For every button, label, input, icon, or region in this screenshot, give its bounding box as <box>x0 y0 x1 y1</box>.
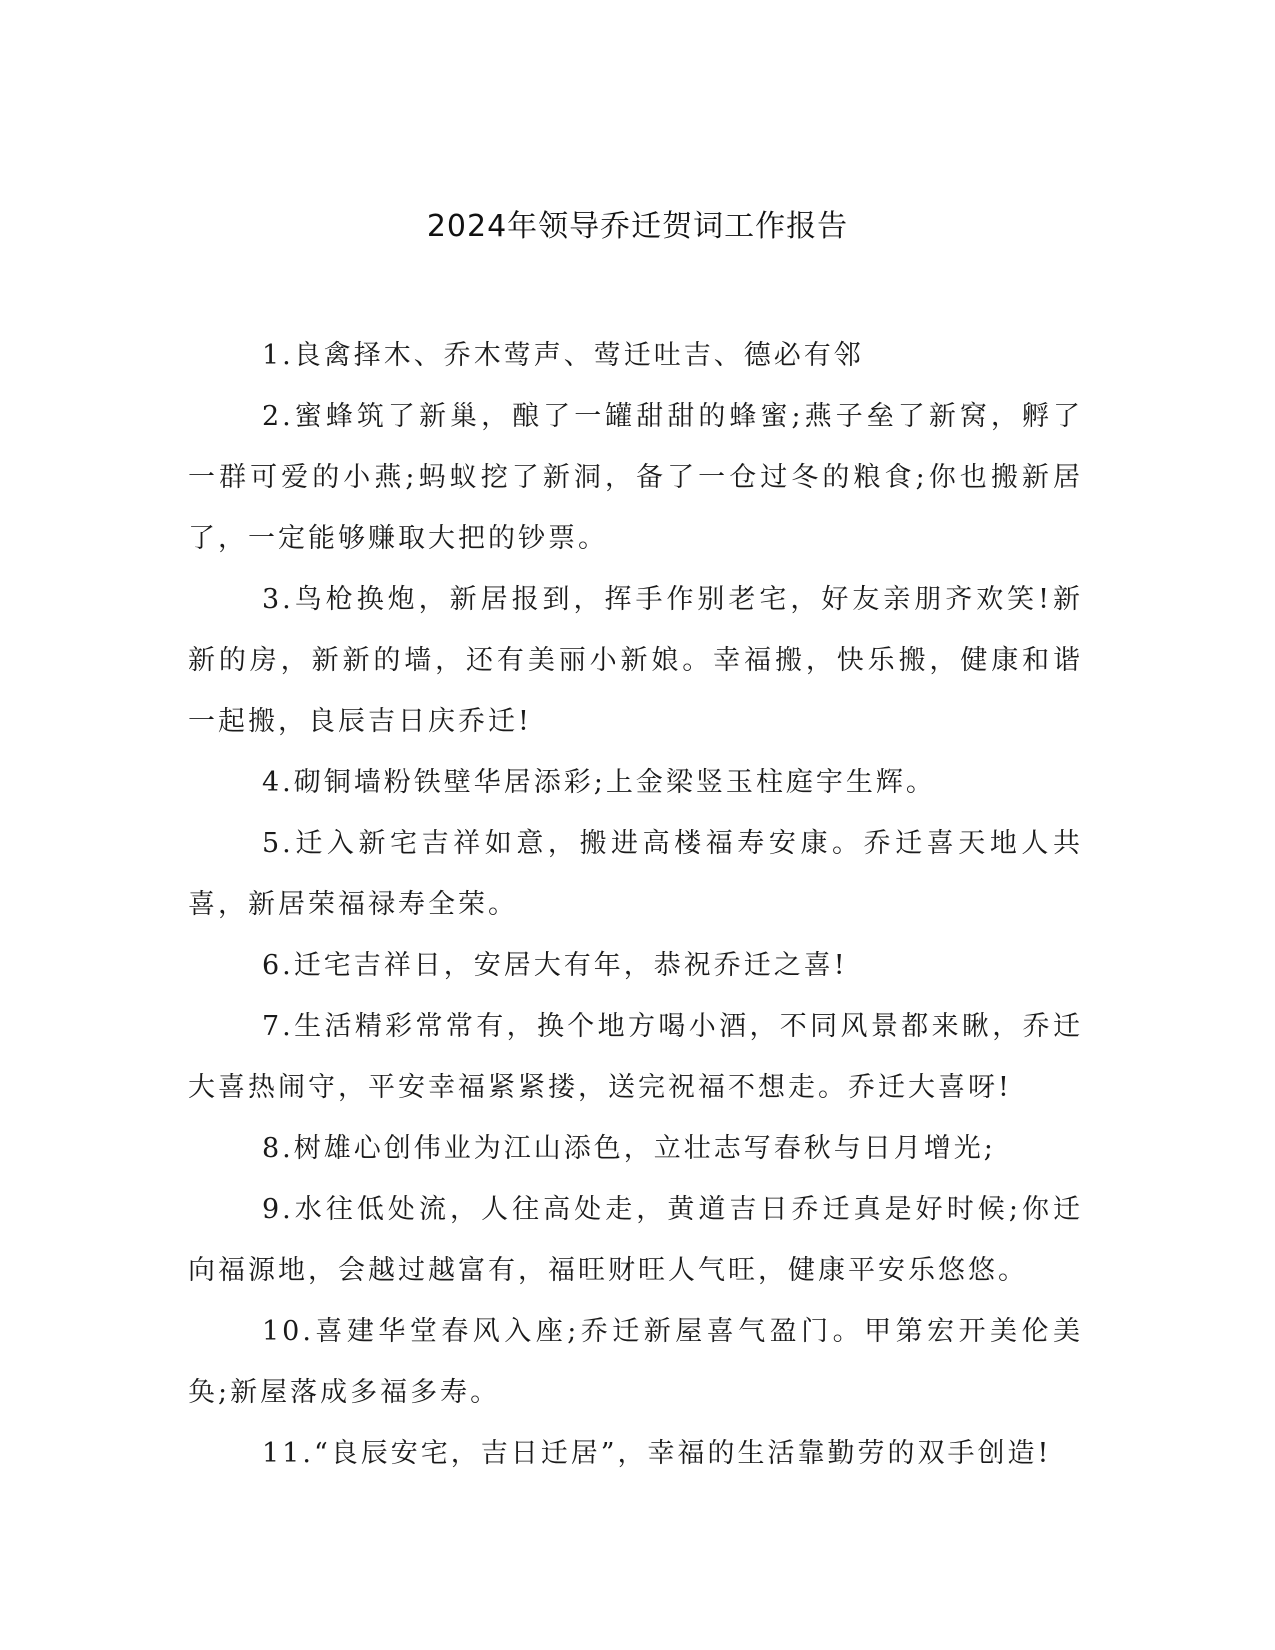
paragraph-1: 1.良禽择木、乔木莺声、莺迁吐吉、德必有邻 <box>262 340 864 371</box>
paragraph-5: 5.迁入新宅吉祥如意，搬进高楼福寿安康。乔迁喜天地人共喜，新居荣福禄寿全荣。 <box>188 828 1083 920</box>
paragraph-2: 2.蜜蜂筑了新巢，酿了一罐甜甜的蜂蜜;燕子垒了新窝，孵了一群可爱的小燕;蚂蚁挖了新洞，备了一仓过冬的粮食;你也搬新居了，一定能够赚取大把的钞票。 <box>188 401 1083 554</box>
paragraph-3: 3.鸟枪换炮，新居报到，挥手作别老宅，好友亲朋齐欢笑!新新的房，新新的墙，还有美丽小新娘。幸福搬，快乐搬，健康和谐一起搬，良辰吉日庆乔迁! <box>188 584 1083 737</box>
paragraph-10: 10.喜建华堂春风入座;乔迁新屋喜气盈门。甲第宏开美伦美奂;新屋落成多福多寿。 <box>188 1316 1083 1408</box>
paragraph-7: 7.生活精彩常常有，换个地方喝小酒，不同风景都来瞅，乔迁大喜热闹守，平安幸福紧紧搂，送完祝福不想走。乔迁大喜呀! <box>188 1011 1083 1103</box>
paragraph-6: 6.迁宅吉祥日，安居大有年，恭祝乔迁之喜! <box>262 950 848 981</box>
document-body <box>188 325 1083 1484</box>
paragraph-9: 9.水往低处流，人往高处走，黄道吉日乔迁真是好时候;你迁向福源地，会越过越富有，福旺财旺人气旺，健康平安乐悠悠。 <box>188 1194 1083 1286</box>
paragraph-11: 11.“良辰安宅，吉日迁居”，幸福的生活靠勤劳的双手创造! <box>262 1438 1052 1469</box>
document-title: 2024年领导乔迁贺词工作报告 <box>426 209 849 244</box>
paragraph-8: 8.树雄心创伟业为江山添色，立壮志写春秋与日月增光; <box>262 1133 996 1164</box>
paragraph-4: 4.砌铜墙粉铁壁华居添彩;上金梁竖玉柱庭宇生辉。 <box>262 767 936 798</box>
